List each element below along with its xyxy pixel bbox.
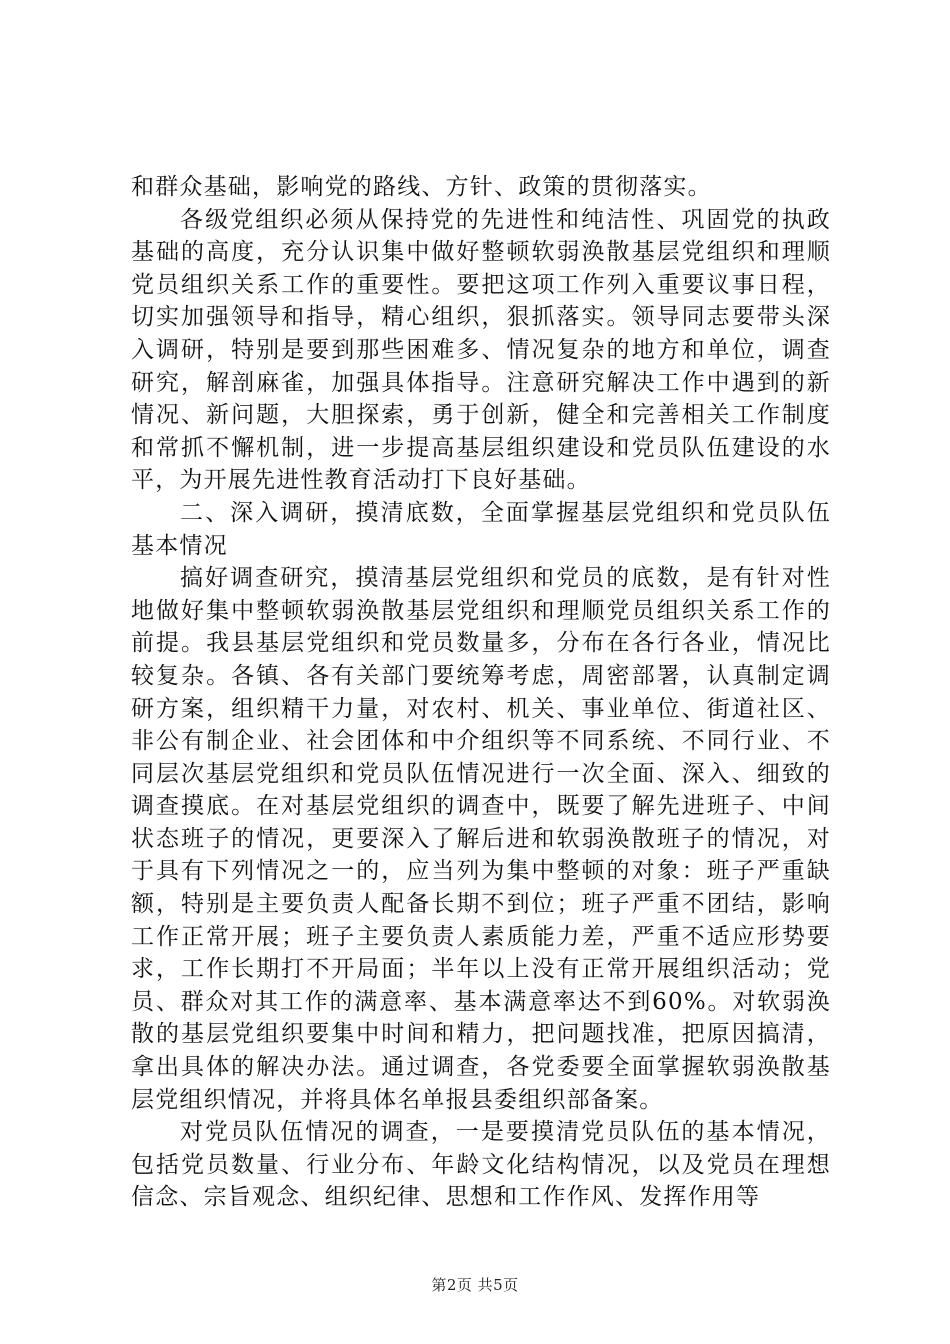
paragraph-member-survey: 对党员队伍情况的调查，一是要摸清党员队伍的基本情况，包括党员数量、行业分布、年龄文化结构情况，以及党员在理想信念、宗旨观念、组织纪律、思想和工作作风、发挥作用等 (131, 1119, 831, 1211)
paragraph-investigation: 搞好调查研究，摸清基层党组织和党员的底数，是有针对性地做好集中整顿软弱涣散基层党组织和理顺党员组织关系工作的前提。我县基层党组织和党员数量多，分布在各行各业，情况比较复杂。各镇、各有关部门要统筹考虑，周密部署，认真制定调研方案，组织精干力量，对农村、机关、事业单位、街道社区、非公有制企业、社会团体和中介组织等不同系统、不同行业、不同层次基层党组织和党员队伍情况进行一次全面、深入、细致的调查摸底。在对基层党组织的调查中，既要了解先进班子、中间状态班子的情况，更要深入了解后进和软弱涣散班子的情况，对于具有下列情况之一的，应当列为集中整顿的对象：班子严重缺额，特别是主要负责人配备长期不到位；班子严重不团结，影响工作正常开展；班子主要负责人素质能力差，严重不适应形势要求，工作长期打不开局面；半年以上没有正常开展组织活动；党员、群众对其工作的满意率、基本满意率达不到60%。对软弱涣散的基层党组织要集中时间和精力，把问题找准，把原因搞清，拿出具体的解决办法。通过调查，各党委要全面掌握软弱涣散基层党组织情况，并将具体名单报县委组织部备案。 (131, 565, 831, 1113)
page-footer: 第2页 共5页 (431, 1276, 519, 1294)
document-body (131, 171, 831, 1214)
section-heading-2: 二、深入调研，摸清底数，全面掌握基层党组织和党员队伍基本情况 (131, 499, 831, 559)
paragraph-importance: 各级党组织必须从保持党的先进性和纯洁性、巩固党的执政基础的高度，充分认识集中做好整顿软弱涣散基层党组织和理顺党员组织关系工作的重要性。要把这项工作列入重要议事日程，切实加强领导和指导，精心组织，狠抓落实。领导同志要带头深入调研，特别是要到那些困难多、情况复杂的地方和单位，调查研究，解剖麻雀，加强具体指导。注意研究解决工作中遇到的新情况、新问题，大胆探索，勇于创新，健全和完善相关工作制度和常抓不懈机制，进一步提高基层组织建设和党员队伍建设的水平，为开展先进性教育活动打下良好基础。 (131, 206, 831, 494)
paragraph-continuation: 和群众基础，影响党的路线、方针、政策的贯彻落实。 (131, 174, 712, 200)
